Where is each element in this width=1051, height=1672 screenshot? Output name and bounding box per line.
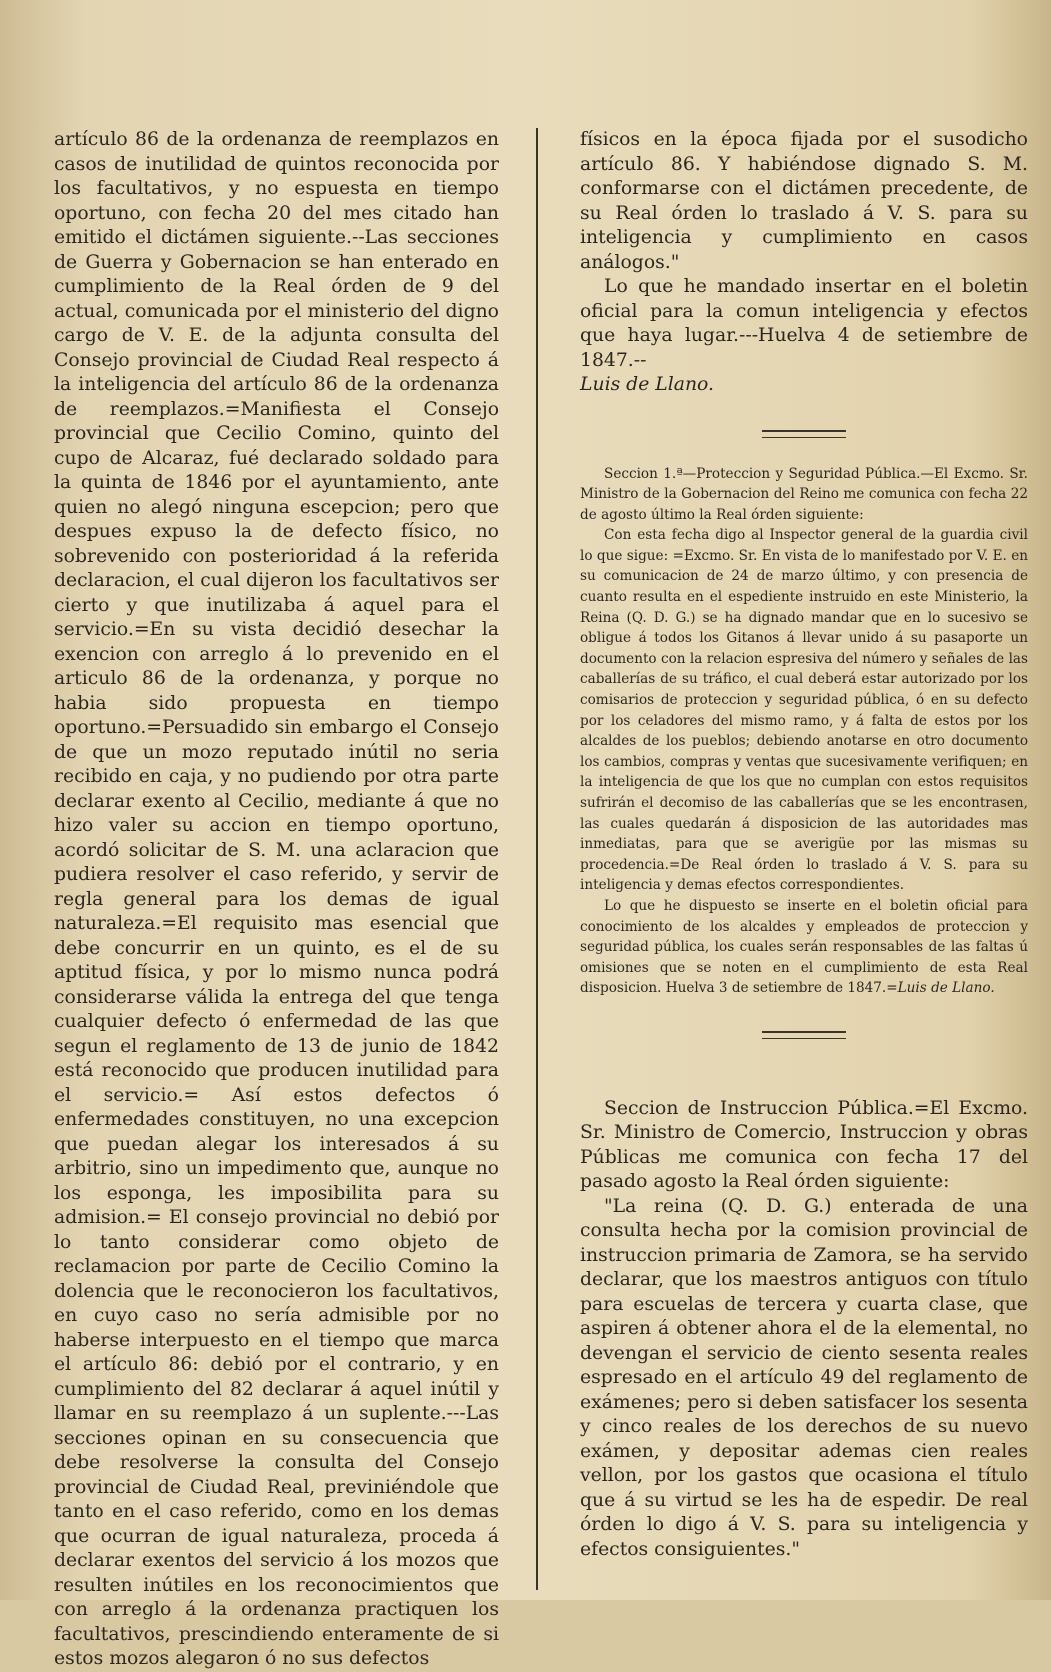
right-column	[580, 128, 1028, 1562]
left-column-text: artículo 86 de la ordenanza de reemplazos en casos de inutilidad de quintos reconocida por los facultativos, y no espuesta en tiempo oportuno, con fecha 20 del mes citado han emitido el dictámen siguiente.--Las secciones de Guerra y Gobernacion se han enterado en cumplimiento de la Real órden de 9 del actual, comunicada por el ministerio del digno cargo de V. E. de la adjunta consulta del Consejo provincial de Ciudad Real respecto á la inteligencia del artículo 86 de la ordenanza de reemplazos.=Manifiesta el Consejo provincial que Cecilio Comino, quinto del cupo de Alcaraz, fué declarado soldado para la quinta de 1846 por el ayuntamiento, ante quien no alegó ninguna escepcion; pero que despues expuso la de defecto físico, no sobrevenido con posterioridad á la referida declaracion, el cual dijeron los facultativos ser cierto y que inutilizaba á aquel para el servicio.=En su vista decidió desechar la exencion con arreglo á lo prevenido en el articulo 86 de la ordenanza, y porque no habia sido propuesta en tiempo oportuno.=Persuadido sin embargo el Consejo de que un mozo reputado inútil no seria recibido en caja, y no pudiendo por otra parte declarar exento al Cecilio, mediante á que no hizo valer su accion en tiempo oportuno, acordó solicitar de S. M. una aclaracion que pudiera resolver el caso referido, y servir de regla general para los demas de igual naturaleza.=El requisito mas esencial que debe concurrir en un quinto, es el de su aptitud física, y por lo mismo nunca podrá considerarse válida la entrega del que tenga cualquier defecto ó enfermedad de las que segun el reglamento de 13 de junio de 1842 está reconocido que producen inutilidad para el servicio.= Así estos defectos ó enfermedades constituyen, no una excepcion que puedan alegar los interesados á su arbitrio, sino un impedimento que, aunque no los esponga, les imposibilita para su admision.= El consejo provincial no debió por lo tanto considerar como objeto de reclamacion por parte de Cecilio Comino la dolencia que le reconocieron los facultativos, en cuyo caso no sería admisible por no haberse interpuesto en el tiempo que marca el artículo 86: debió por el contrario, y en cumplimiento del 82 declarar á aquel inútil y llamar en su reemplazo á un suplente.---Las secciones opinan en su consecuencia que debe resolverse la consulta del Consejo provincial de Ciudad Real, previniéndole que tanto en el caso referido, como en los demas que ocurran de igual naturaleza, proceda á declarar exentos del servicio á los mozos que resulten inútiles en los reconocimientos que con arreglo á la ordenanza practiquen los facultativos, prescindiendo enteramente de si estos mozos alegaron ó no sus defectos	[54, 129, 499, 1669]
section-1-header: Seccion 1.ª—Proteccion y Seguridad Pública.—El Excmo. Sr. Ministro de la Gobernacion del Reino me comunica con fecha 22 de agosto último la Real órden siguiente:	[580, 465, 1028, 523]
signature-2: Luis de Llano.	[897, 980, 995, 997]
section-2-header: Seccion de Instruccion Pública.=El Excmo. Sr. Ministro de Comercio, Instruccion y obras Públicas me comunica con fecha 17 del pasado agosto la Real órden siguiente:	[580, 1097, 1028, 1193]
spacer	[580, 1065, 1028, 1097]
section-divider-1	[762, 430, 846, 438]
signature-1: Luis de Llano.	[580, 374, 715, 395]
insert-note-text: Lo que he mandado insertar en el boletin oficial para la comun inteligencia y efectos que haya lugar.---Huelva 4 de setiembre de 1847.--	[580, 276, 1028, 371]
section-1-note	[580, 896, 1028, 999]
section-1-note-text: Lo que he dispuesto se inserte en el boletin oficial para conocimiento de los alcaldes y empleados de proteccion y seguridad pública, los cuales serán responsables de las faltas ú omisiones que se noten en el cumplimiento de esta Real disposicion. Huelva 3 de setiembre de 1847.=	[580, 897, 1028, 997]
section-1-body: Con esta fecha digo al Inspector general de la guardia civil lo que sigue: =Excmo. Sr. En vista de lo manifestado por V. E. en su comunicacion de 24 de marzo último, y con presencia de cuanto resulta en el espediente instruido en este Ministerio, la Reina (Q. D. G.) se ha dignado mandar que en lo sucesivo se obligue á todos los Gitanos á llevar unido á su pasaporte un documento con la relacion espresiva del número y señales de las caballerías de su tráfico, el cual deberá estar autorizado por los comisarios de proteccion y seguridad pública, ó en su defecto por los celadores del mismo ramo, y á falta de estos por los alcaldes de los pueblos; debiendo anotarse en otro documento los cambios, compras y ventas que sucesivamente verifiquen; en la inteligencia de que los que no cumplan con estos requisitos sufrirán el decomiso de las caballerías que se les encontrasen, las cuales quedarán á disposicion de las autoridades mas inmediatas, para que se averigüe por las mismas su procedencia.=De Real órden lo traslado á V. S. para su inteligencia y demas efectos correspondientes.	[580, 527, 1028, 894]
left-column	[54, 128, 499, 1672]
insert-note-paragraph	[580, 275, 1028, 398]
continuation-paragraph: físicos en la época fijada por el susodicho artículo 86. Y habiéndose dignado S. M. conformarse con el dictámen precedente, de su Real órden lo traslado á V. S. para su inteligencia y cumplimiento en casos análogos."	[580, 129, 1028, 273]
section-2-body: "La reina (Q. D. G.) enterada de una consulta hecha por la comision provincial de instruccion primaria de Zamora, se ha servido declarar, que los maestros antiguos con título para escuelas de tercera y cuarta clase, que aspiren á obtener ahora el de la elemental, no devengan el servicio de ciento sesenta reales espresado en el artículo 49 del reglamento de exámenes; pero si deben satisfacer los sesenta y cinco reales de los derechos de su nuevo exámen, y depositar ademas cien reales vellon, por los gastos que ocasiona el título que á su virtud se les ha de espedir. De real órden lo digo á V. S. para su inteligencia y efectos consiguientes."	[580, 1195, 1028, 1560]
section-1-notice	[580, 464, 1028, 999]
section-divider-2	[762, 1031, 846, 1039]
column-divider	[536, 128, 538, 1590]
